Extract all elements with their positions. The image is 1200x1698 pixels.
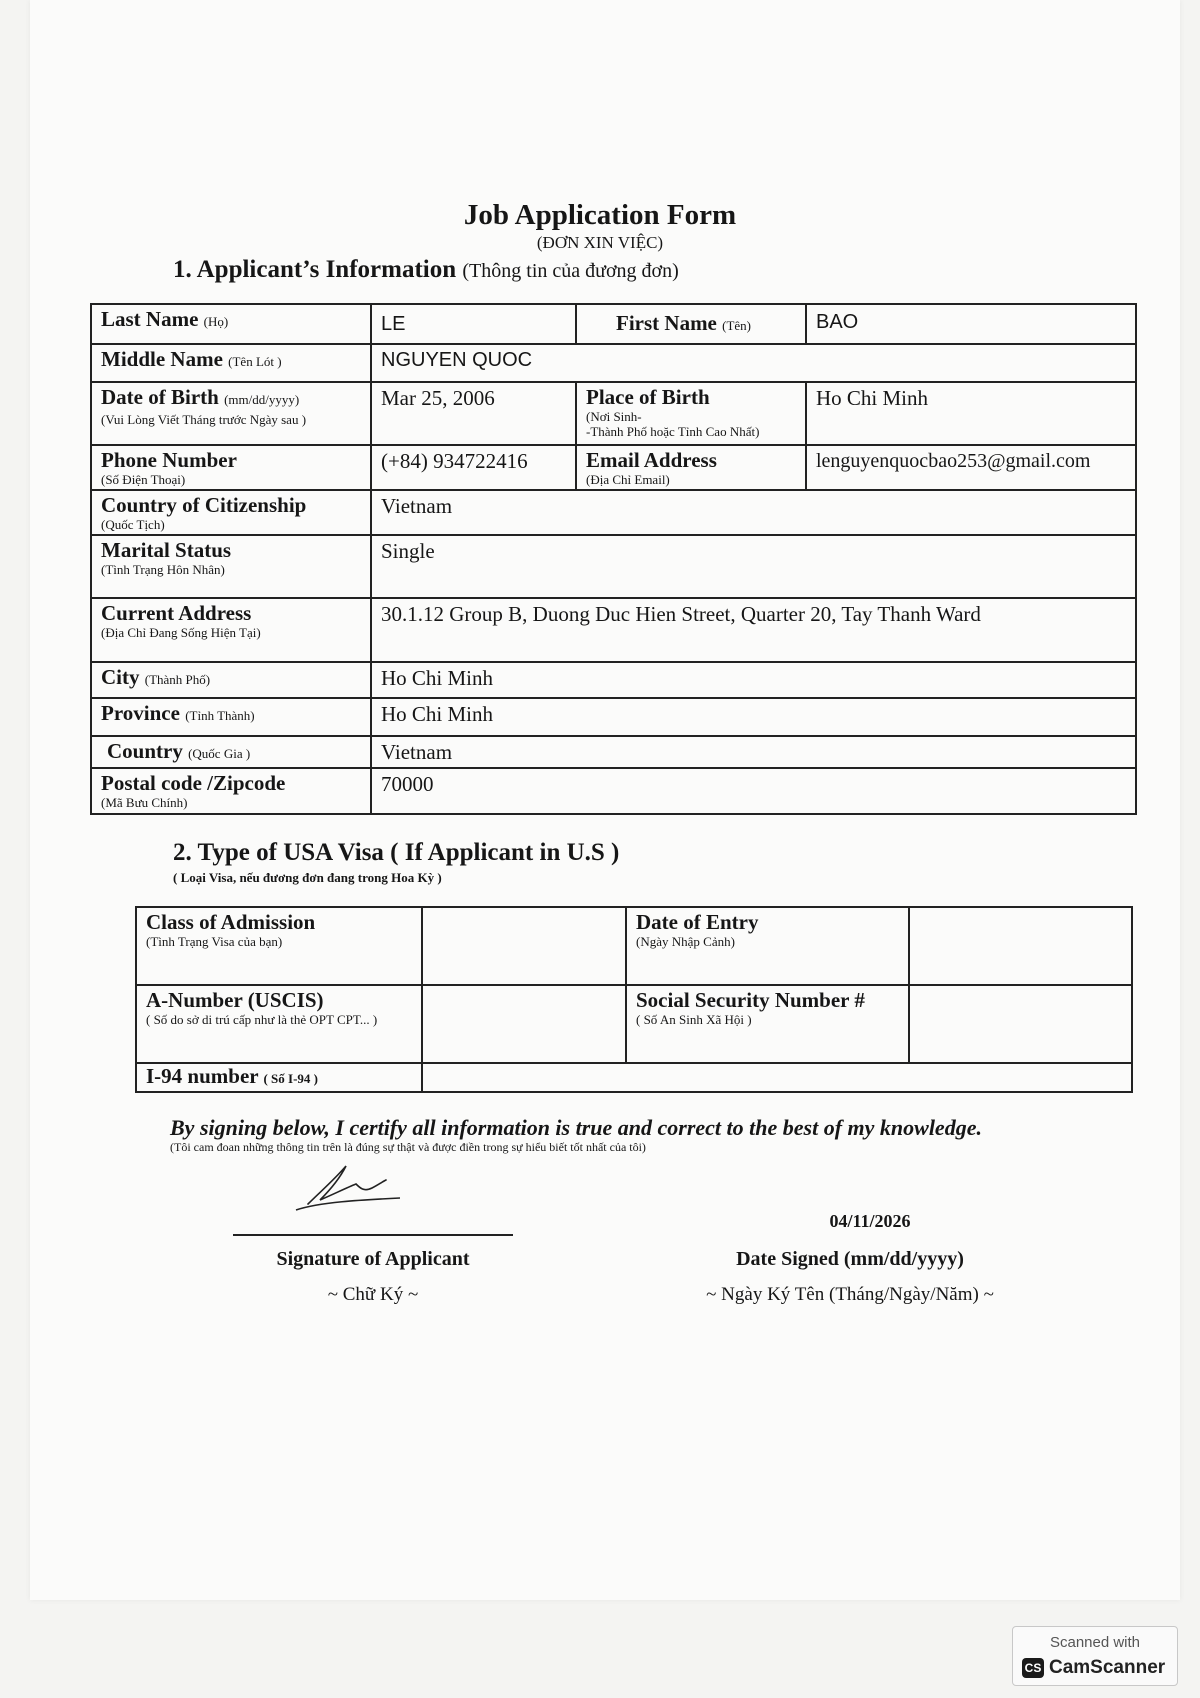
country-value: Vietnam: [371, 736, 1136, 768]
row-province: [91, 698, 1136, 736]
row-citizenship: [91, 490, 1136, 535]
section1-heading-text: 1. Applicant’s Information: [173, 256, 457, 283]
signature-label-vn: ~ Chữ Ký ~: [327, 1284, 419, 1305]
applicant-info-table: [90, 303, 1137, 815]
row-contact: [91, 445, 1136, 490]
a-number-label: A-Number (USCIS) ( Số do sở di trú cấp như là thẻ OPT CPT... ): [136, 985, 422, 1063]
section1-heading-vn: (Thông tin của đương đơn): [462, 260, 679, 282]
signature-mark: [290, 1158, 410, 1218]
i94-label: I-94 number ( Số I-94 ): [136, 1063, 422, 1092]
form-subtitle: (ĐƠN XIN VIỆC): [536, 233, 664, 252]
class-admission-label: Class of Admission (Tình Trạng Visa của bạn): [136, 907, 422, 985]
first-name-label: First Name (Tên): [576, 304, 806, 344]
camscanner-logo-icon: CS: [1022, 1658, 1044, 1678]
marital-label: Marital Status (Tình Trạng Hôn Nhân): [91, 535, 371, 598]
last-name-label: Last Name (Họ): [91, 304, 371, 344]
pob-value: Ho Chi Minh: [806, 382, 1136, 445]
postal-value: 70000: [371, 768, 1136, 814]
row-country: [91, 736, 1136, 768]
date-entry-value: [909, 907, 1132, 985]
phone-label: Phone Number (Số Điện Thoại): [91, 445, 371, 490]
postal-label: Postal code /Zipcode (Mã Bưu Chính): [91, 768, 371, 814]
form-title: Job Application Form: [463, 199, 737, 231]
section2-heading-vn: ( Loại Visa, nếu đương đơn đang trong Hoa Kỳ ): [173, 870, 442, 885]
address-value: 30.1.12 Group B, Duong Duc Hien Street, Quarter 20, Tay Thanh Ward: [371, 598, 1136, 662]
date-signed-label-vn: ~ Ngày Ký Tên (Tháng/Ngày/Năm) ~: [706, 1284, 994, 1305]
row-name: [91, 304, 1136, 344]
last-name-value: LE: [371, 304, 576, 344]
date-signed-value: 04/11/2026: [829, 1211, 911, 1231]
i94-value: [422, 1063, 1132, 1092]
pob-label: Place of Birth (Nơi Sinh- -Thành Phố hoặc Tỉnh Cao Nhất): [576, 382, 806, 445]
row-address: [91, 598, 1136, 662]
date-entry-label: Date of Entry (Ngày Nhập Cảnh): [626, 907, 909, 985]
middle-name-value: NGUYEN QUOC: [371, 344, 1136, 382]
email-label: Email Address (Địa Chỉ Email): [576, 445, 806, 490]
row-anumber: [136, 985, 1132, 1063]
row-i94: [136, 1063, 1132, 1092]
city-value: Ho Chi Minh: [371, 662, 1136, 698]
camscanner-name: CamScanner: [1049, 1657, 1166, 1678]
visa-info-table: [135, 906, 1133, 1093]
class-admission-value: [422, 907, 626, 985]
phone-value: (+84) 934722416: [371, 445, 576, 490]
section1-heading: [173, 256, 679, 284]
row-middle-name: [91, 344, 1136, 382]
province-label: Province (Tỉnh Thành): [91, 698, 371, 736]
section2-heading: 2. Type of USA Visa ( If Applicant in U.S ): [173, 839, 620, 866]
ssn-label: Social Security Number # ( Số An Sinh Xã Hội ): [626, 985, 909, 1063]
middle-name-label: Middle Name (Tên Lót ): [91, 344, 371, 382]
row-city: [91, 662, 1136, 698]
a-number-value: [422, 985, 626, 1063]
row-postal: [91, 768, 1136, 814]
first-name-value: BAO: [806, 304, 1136, 344]
row-marital: [91, 535, 1136, 598]
row-birth: [91, 382, 1136, 445]
row-admission: [136, 907, 1132, 985]
signature-line: [233, 1234, 513, 1236]
certification-statement-vn: (Tôi cam đoan những thông tin trên là đúng sự thật và được điền trong sự hiểu biết tốt nhất của tôi): [170, 1140, 646, 1154]
citizenship-label: Country of Citizenship (Quốc Tịch): [91, 490, 371, 535]
scanned-with-text: Scanned with: [1049, 1634, 1141, 1651]
camscanner-badge: [1012, 1626, 1178, 1686]
dob-label: Date of Birth (mm/dd/yyyy) (Vui Lòng Viết Tháng trước Ngày sau ): [91, 382, 371, 445]
signature-label: Signature of Applicant: [276, 1248, 470, 1270]
certification-statement: By signing below, I certify all information is true and correct to the best of my knowledge.: [170, 1115, 982, 1140]
marital-value: Single: [371, 535, 1136, 598]
citizenship-value: Vietnam: [371, 490, 1136, 535]
dob-value: Mar 25, 2006: [371, 382, 576, 445]
province-value: Ho Chi Minh: [371, 698, 1136, 736]
date-signed-label: Date Signed (mm/dd/yyyy): [736, 1248, 964, 1270]
email-value: lenguyenquocbao253@gmail.com: [806, 445, 1136, 490]
address-label: Current Address (Địa Chỉ Đang Sống Hiện Tại): [91, 598, 371, 662]
country-label: Country (Quốc Gia ): [91, 736, 371, 768]
ssn-value: [909, 985, 1132, 1063]
city-label: City (Thành Phố): [91, 662, 371, 698]
